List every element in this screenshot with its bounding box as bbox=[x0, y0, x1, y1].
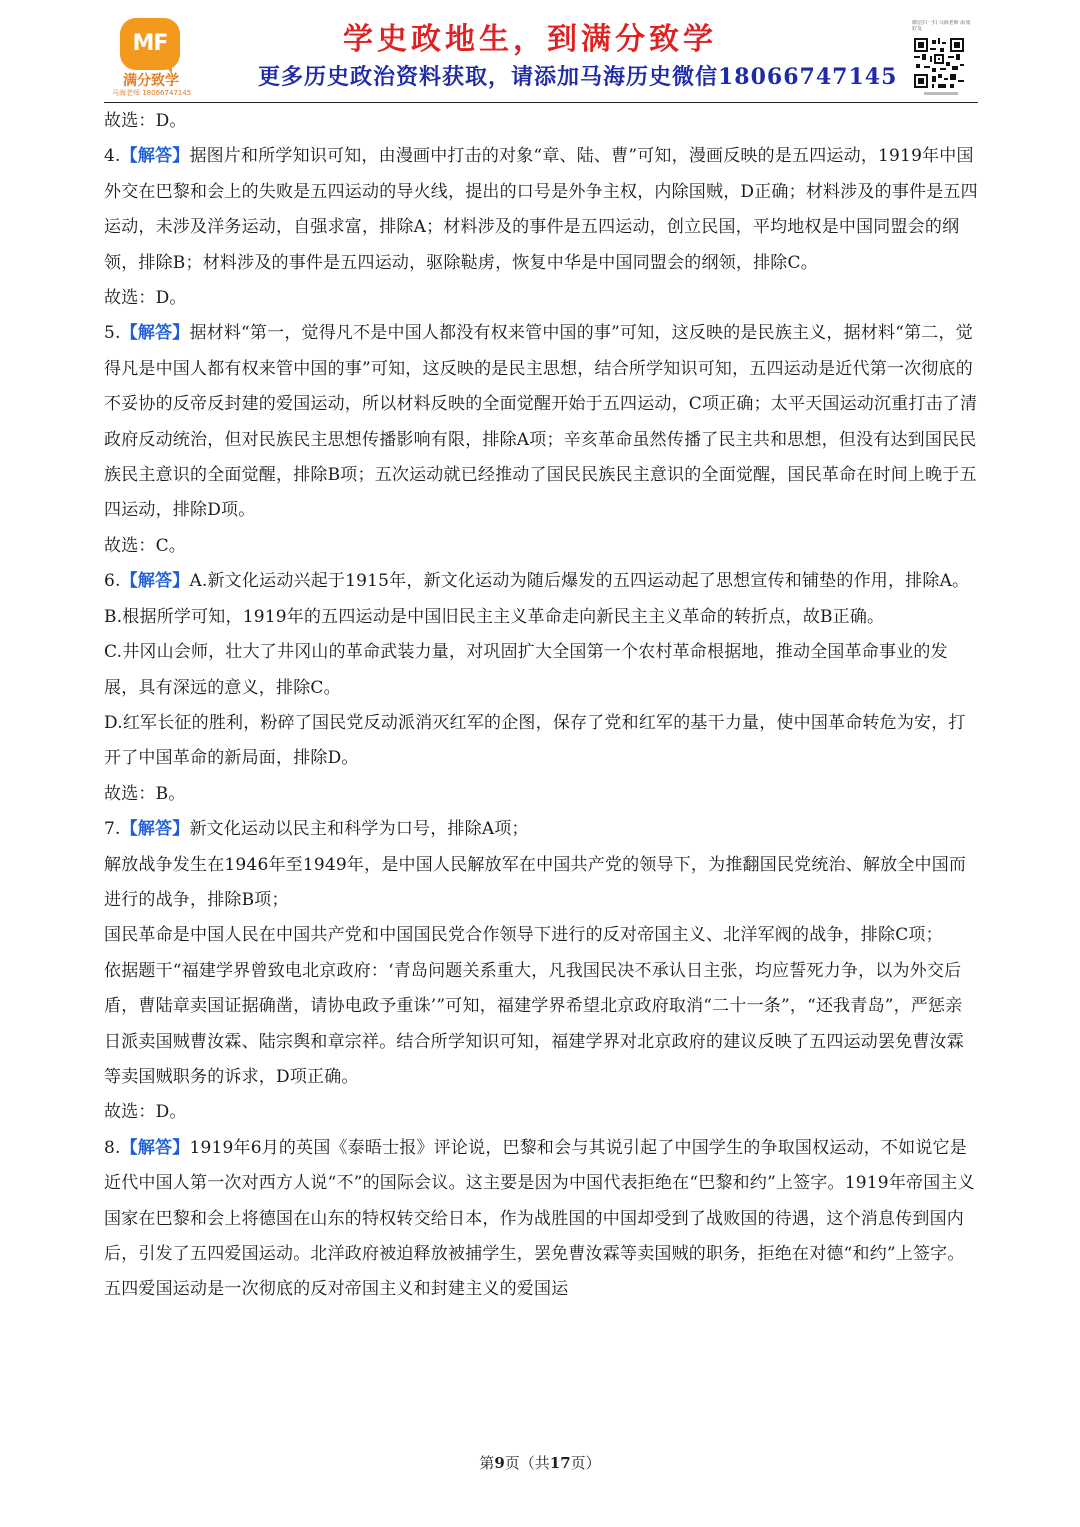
paragraph bbox=[104, 777, 978, 812]
qr-caption: 微信扫一扫 马海老师 添加好友 bbox=[912, 20, 971, 32]
header-divider bbox=[104, 102, 978, 103]
answer-label: 【解答】 bbox=[120, 819, 190, 840]
total-page-count: 17 bbox=[549, 1454, 571, 1472]
paragraph-text: 故选：C。 bbox=[104, 535, 187, 556]
paragraph-text: 故选：D。 bbox=[104, 1102, 187, 1123]
logo-name: 满分致学 bbox=[123, 73, 179, 89]
answer-label: 【解答】 bbox=[120, 323, 190, 344]
paragraph-text: 故选：B。 bbox=[104, 783, 186, 804]
paragraph-text: C.井冈山会师，壮大了井冈山的革命武装力量，对巩固扩大全国第一个农村革命根据地，推动全国革命事业的发展，具有深远的意义，排除C。 bbox=[104, 642, 948, 698]
paragraph bbox=[104, 564, 978, 599]
logo-badge: MF bbox=[120, 18, 180, 70]
paragraph-text: 解放战争发生在1946年至1949年，是中国人民解放军在中国共产党的领导下，为推翻国民党统治、解放全中国而进行的战争，排除B项； bbox=[104, 854, 967, 910]
paragraph-text: B.根据所学可知，1919年的五四运动是中国旧民主主义革命走向新民主主义革命的转折点，故B正确。 bbox=[104, 606, 885, 627]
qr-code-icon bbox=[914, 38, 964, 88]
question-number: 4. bbox=[104, 146, 121, 167]
paragraph bbox=[104, 529, 978, 564]
current-page-number: 9 bbox=[494, 1454, 505, 1472]
paragraph bbox=[104, 316, 978, 528]
paragraph-text: 据图片和所学知识可知，由漫画中打击的对象“章、陆、曹”可知，漫画反映的是五四运动，1919年中国外交在巴黎和会上的失败是五四运动的导火线，提出的口号是外争主权，内除国贼，D正确；材料涉及的事件是五四运动，未涉及洋务运动，自强求富，排除A；材料涉及的事件是五四运动，创立民国，平均地权是中国同盟会的纲领，排除B；材料涉及的事件是五四运动，驱除鞑虏，恢复中华是中国同盟会的纲领，排除C。 bbox=[104, 146, 978, 273]
question-number: 7. bbox=[104, 819, 121, 840]
footer-mid: 页（共 bbox=[504, 1454, 550, 1472]
paragraph-text: 新文化运动以民主和科学为口号，排除A项； bbox=[189, 819, 529, 840]
paragraph bbox=[104, 600, 978, 635]
paragraph bbox=[104, 139, 978, 281]
paragraph bbox=[104, 954, 978, 1096]
question-number: 8. bbox=[104, 1137, 121, 1158]
answer-content bbox=[104, 104, 978, 1308]
paragraph bbox=[104, 1131, 978, 1308]
answer-label: 【解答】 bbox=[120, 1137, 190, 1158]
paragraph bbox=[104, 635, 978, 706]
paragraph-text: 故选：D。 bbox=[104, 288, 187, 309]
paragraph bbox=[104, 1095, 978, 1130]
header-subtitle: 更多历史政治资料获取，请添加马海历史微信18066747145 bbox=[258, 64, 898, 90]
paragraph-text: 1919年6月的英国《泰晤士报》评论说，巴黎和会与其说引起了中国学生的争取国权运动，不如说它是近代中国人第一次对西方人说“不”的国际会议。这主要是因为中国代表拒绝在“巴黎和约”上签字。1919年帝国主义国家在巴黎和会上将德国在山东的特权转交给日本，作为战胜国的中国却受到了战败国的待遇，这个消息传到国内后，引发了五四爱国运动。北洋政府被迫释放被捕学生，罢免曹汝霖等卖国贼的职务，拒绝在对德“和约”上签字。五四爱国运动是一次彻底的反对帝国主义和封建主义的爱国运 bbox=[104, 1137, 975, 1300]
paragraph bbox=[104, 812, 978, 847]
answer-label: 【解答】 bbox=[120, 146, 190, 167]
paragraph-text: A.新文化运动兴起于1915年，新文化运动为随后爆发的五四运动起了思想宣传和铺垫的作用，排除A。 bbox=[189, 571, 970, 592]
paragraph-text: 据材料“第一，觉得凡不是中国人都没有权来管中国的事”可知，这反映的是民族主义，据材料“第二，觉得凡是中国人都有权来管中国的事”可知，这反映的是民主思想，结合所学知识可知，五四运动是近代第一次彻底的不妥协的反帝反封建的爱国运动，所以材料反映的全面觉醒开始于五四运动，C项正确；太平天国运动沉重打击了清政府反动统治，但对民族民主思想传播影响有限，排除A项；辛亥革命虽然传播了民主共和思想，但没有达到国民民族民主意识的全面觉醒，排除B项；五次运动就已经推动了国民民族民主意识的全面觉醒，国民革命在时间上晚于五四运动，排除D项。 bbox=[104, 323, 978, 521]
paragraph-text: 国民革命是中国人民在中国共产党和中国国民党合作领导下进行的反对帝国主义、北洋军阀的战争，排除C项； bbox=[104, 925, 943, 946]
answer-label: 【解答】 bbox=[120, 571, 190, 592]
paragraph bbox=[104, 706, 978, 777]
page-header bbox=[0, 0, 1080, 104]
paragraph-text: D.红军长征的胜利，粉碎了国民党反动派消灭红军的企图，保存了党和红军的基干力量，使中国革命转危为安，打开了中国革命的新局面，排除D。 bbox=[104, 712, 966, 769]
footer-suffix: 页） bbox=[570, 1454, 601, 1472]
paragraph bbox=[104, 104, 978, 139]
header-title: 学史政地生，到满分致学 bbox=[343, 22, 717, 57]
logo-subtitle: 马海老师 18066747145 bbox=[112, 89, 192, 97]
question-number: 6. bbox=[104, 571, 121, 592]
paragraph-text: 依据题干“福建学界曾致电北京政府：‘青岛问题关系重大，凡我国民决不承认日主张，均应誓死力争，以为外交后盾，曹陆章卖国证据确凿，请协电政予重诛’”可知，福建学界希望北京政府取消“二十一条”，“还我青岛”，严惩亲日派卖国贼曹汝霖、陆宗舆和章宗祥。结合所学知识可知，福建学界对北京政府的建议反映了五四运动罢免曹汝霖等卖国贼职务的诉求，D项正确。 bbox=[104, 960, 964, 1087]
paragraph-text: 故选：D。 bbox=[104, 111, 187, 131]
paragraph bbox=[104, 848, 978, 919]
paragraph bbox=[104, 918, 978, 953]
qr-footnote-bar bbox=[924, 92, 958, 95]
paragraph bbox=[104, 281, 978, 316]
page-footer bbox=[0, 1452, 1080, 1473]
footer-prefix: 第 bbox=[479, 1454, 495, 1472]
question-number: 5. bbox=[104, 323, 121, 344]
